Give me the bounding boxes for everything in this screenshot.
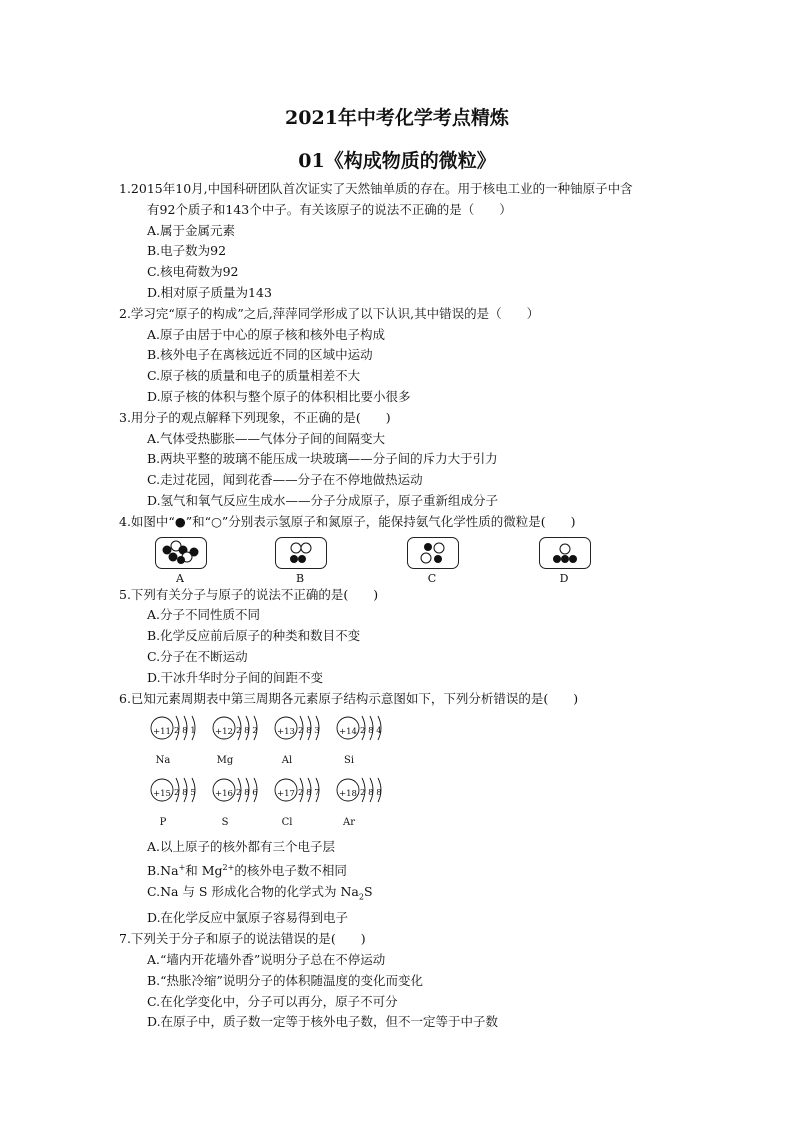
formula-subscript: 2 (358, 892, 364, 902)
option-b: B.化学反应前后原子的种类和数目不变 (147, 628, 361, 644)
option-c: C.在化学变化中，分子可以再分，原子不可分 (147, 993, 398, 1009)
question-5 (119, 585, 719, 689)
option-b-text: B.Na (147, 863, 179, 879)
question-stem: 6.已知元素周期表中第三周期各元素原子结构示意图如下，下列分析错误的是( ) (119, 690, 579, 706)
element-symbol: Al (281, 755, 293, 767)
question-stem: 5.下列有关分子与原子的说法不正确的是( ) (119, 586, 379, 602)
molecule-d-drawing (540, 538, 590, 568)
electron-counts: 2 8 2 (236, 726, 258, 737)
option-a: A.以上原子的核外都有三个电子层 (147, 839, 336, 855)
option-c: C.原子核的质量和电子的质量相差不大 (147, 368, 361, 384)
question-stem: 1.2015年10月,中国科研团队首次证实了天然铀单质的存在。用于核电工业的一种铀原子中含 (119, 181, 633, 196)
question-7 (119, 929, 719, 1033)
electron-counts: 2 8 6 (236, 788, 258, 799)
option-b: B.两块平整的玻璃不能压成一块玻璃——分子间的斥力大于引力 (147, 451, 498, 467)
option-b: B.核外电子在离核远近不同的区域中运动 (147, 347, 373, 363)
option-a: A.原子由居于中心的原子核和核外电子构成 (147, 326, 386, 342)
nucleus-charge: +16 (215, 789, 233, 800)
electron-counts: 2 8 1 (174, 726, 196, 737)
molecule-a-drawing (156, 538, 206, 568)
figure-label-a: A (176, 571, 184, 585)
nucleus-charge: +12 (215, 727, 233, 738)
element-symbol: Ar (342, 817, 355, 829)
option-d: D.在化学反应中氯原子容易得到电子 (147, 910, 349, 926)
option-a: A.“墙内开花墙外香”说明分子总在不停运动 (147, 951, 386, 967)
option-d: D.氢气和氧气反应生成水——分子分成原子，原子重新组成分子 (147, 492, 499, 508)
electron-counts: 2 8 8 (360, 788, 382, 799)
question-stem: 4.如图中“●”和“○”分别表示氢原子和氮原子，能保持氨气化学性质的微粒是( ) (119, 513, 576, 529)
option-b: B.电子数为92 (147, 243, 227, 259)
nucleus-charge: +11 (153, 727, 171, 738)
electron-counts: 2 8 5 (174, 788, 196, 799)
page-subtitle: 01《构成物质的微粒》 (298, 150, 496, 172)
figure-label-c: C (427, 571, 437, 585)
electron-counts: 2 8 4 (360, 726, 382, 737)
option-b (119, 858, 719, 882)
element-symbol: Cl (281, 817, 293, 829)
question-stem: 7.下列关于分子和原子的说法错误的是( ) (119, 931, 366, 947)
question-stem: 2.学习完“原子的构成”之后,萍萍同学形成了以下认识,其中错误的是（ ） (119, 305, 540, 321)
question-4 (119, 512, 719, 585)
option-c: C.核电荷数为92 (147, 264, 239, 280)
electron-counts: 2 8 3 (298, 726, 320, 737)
question-stem-continued: 有92个质子和143个中子。有关该原子的说法不正确的是（ ） (147, 201, 512, 217)
option-c (119, 882, 719, 908)
molecule-box-c (407, 537, 459, 569)
option-b-text-end: 的核外电子数不相同 (234, 863, 347, 879)
element-symbol: Mg (216, 755, 234, 767)
magnesium-ion-charge: 2+ (222, 863, 235, 873)
electron-counts: 2 8 7 (298, 788, 320, 799)
nucleus-charge: +14 (339, 727, 357, 738)
molecule-c-drawing (408, 538, 458, 568)
question-3 (119, 408, 719, 512)
element-symbol: P (159, 817, 167, 829)
option-a: A.属于金属元素 (147, 222, 236, 238)
question-stem: 3.用分子的观点解释下列现象，不正确的是( ) (119, 409, 391, 425)
option-c-text-end: S (363, 884, 373, 900)
option-d: D.原子核的体积与整个原子的体积相比要小很多 (147, 388, 411, 404)
nucleus-charge: +13 (277, 727, 295, 738)
molecule-box-d (539, 537, 591, 569)
option-c-text: C.Na 与 S 形成化合物的化学式为 Na (147, 884, 359, 900)
option-d: D.相对原子质量为143 (147, 284, 272, 300)
atom-structure-figure (119, 711, 719, 835)
option-b: B.“热胀冷缩”说明分子的体积随温度的变化而变化 (147, 972, 423, 988)
atom-diagram (335, 773, 405, 833)
molecule-box-a (155, 537, 207, 569)
atom-diagram (335, 711, 405, 771)
nucleus-charge: +17 (277, 789, 295, 800)
nucleus-charge: +15 (153, 789, 171, 800)
sodium-ion-charge: + (178, 863, 186, 873)
option-a: A.分子不同性质不同 (147, 607, 261, 623)
question-list (119, 179, 719, 1033)
figure-label-d: D (559, 571, 569, 585)
option-c: C.分子在不断运动 (147, 648, 248, 664)
element-symbol: Si (343, 755, 355, 767)
option-d: D.在原子中，质子数一定等于核外电子数，但不一定等于中子数 (147, 1014, 499, 1030)
figure-label-b: B (295, 571, 305, 585)
molecule-b-drawing (276, 538, 326, 568)
nucleus-charge: +18 (339, 789, 357, 800)
option-a: A.气体受热膨胀——气体分子间的间隔变大 (147, 430, 386, 446)
option-d: D.干冰升华时分子间的间距不变 (147, 669, 324, 685)
question-2 (119, 304, 719, 408)
question-6 (119, 689, 719, 930)
element-symbol: Na (155, 755, 171, 767)
question-1 (119, 179, 719, 304)
option-b-text-mid: 和 Mg (185, 863, 223, 879)
molecule-figure (119, 535, 719, 585)
option-c: C.走过花园，闻到花香——分子在不停地做热运动 (147, 472, 423, 488)
page-title: 2021年中考化学考点精炼 (285, 107, 509, 129)
molecule-box-b (275, 537, 327, 569)
element-symbol: S (221, 817, 229, 829)
